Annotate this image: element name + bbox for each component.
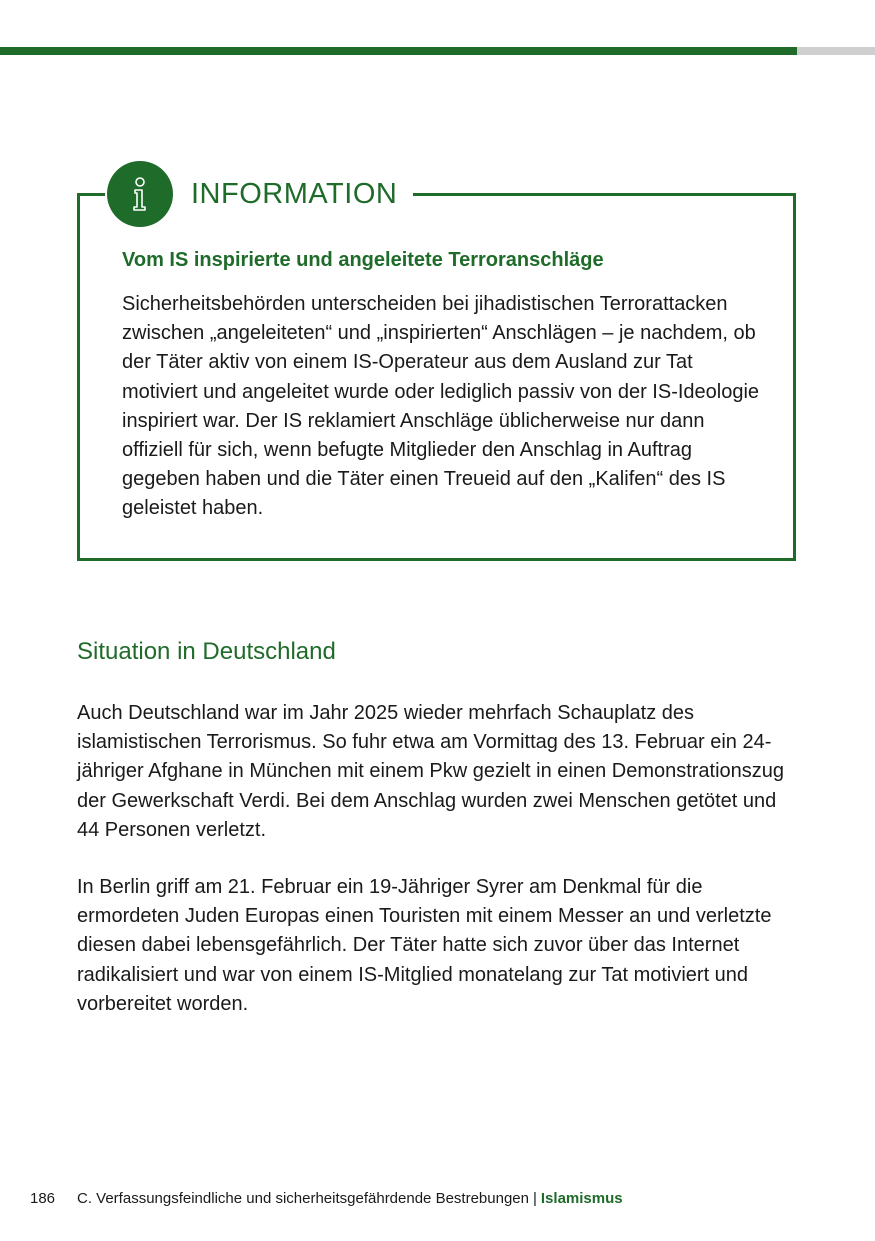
section-heading: Situation in Deutschland [77, 638, 336, 665]
footer-chapter: C. Verfassungsfeindliche und sicherheitsgefährdende Bestrebungen [77, 1190, 529, 1207]
top-bar-gray-segment [797, 47, 875, 55]
information-text: Sicherheitsbehörden unterscheiden bei jihadistischen Terrorattacken zwischen „angeleiteten“ und „inspirierten“ Anschlägen – je nachdem, ob der Täter aktiv von einem IS-Operateur aus dem Ausland zur Tat motiviert und angeleitet wurde oder lediglich passiv von der IS-Ideologie inspiriert war. Der IS reklamiert Anschläge üblicherweise nur dann offiziell für sich, wenn befugte Mitglieder den Anschlag in Auftrag gegeben haben und die Täter einen Treueid auf den „Kalifen“ des IS geleistet haben. [122, 293, 760, 520]
paragraph-berlin: In Berlin griff am 21. Februar ein 19-Jähriger Syrer am Denkmal für die ermordeten Juden Europas einen Touristen mit einem Messer an und verletzte diesen dabei lebensgefährlich. Der Täter hatte sich zuvor über das Internet radikalisiert und war von einem IS-Mitglied monatelang zur Tat motiviert und vorbereitet worden. [77, 876, 772, 1015]
information-header [105, 160, 413, 228]
info-icon [107, 161, 173, 227]
page-footer [0, 1190, 875, 1212]
information-title: INFORMATION [191, 177, 398, 210]
footer-section: Islamismus [540, 1190, 623, 1207]
footer-separator: | [532, 1190, 537, 1207]
information-subtitle: Vom IS inspirierte und angeleitete Terroranschläge [122, 249, 604, 271]
page-number: 186 [30, 1190, 56, 1207]
top-accent-bar [0, 47, 797, 55]
paragraph-munich: Auch Deutschland war im Jahr 2025 wieder mehrfach Schauplatz des islamistischen Terrorismus. So fuhr etwa am Vormittag des 13. Februar ein 24-jähriger Afghane in München mit einem Pkw gezielt in einen Demonstrationszug der Gewerkschaft Verdi. Bei dem Anschlag wurden zwei Menschen getötet und 44 Personen verletzt. [77, 702, 785, 841]
footer-running-title [77, 1190, 623, 1207]
